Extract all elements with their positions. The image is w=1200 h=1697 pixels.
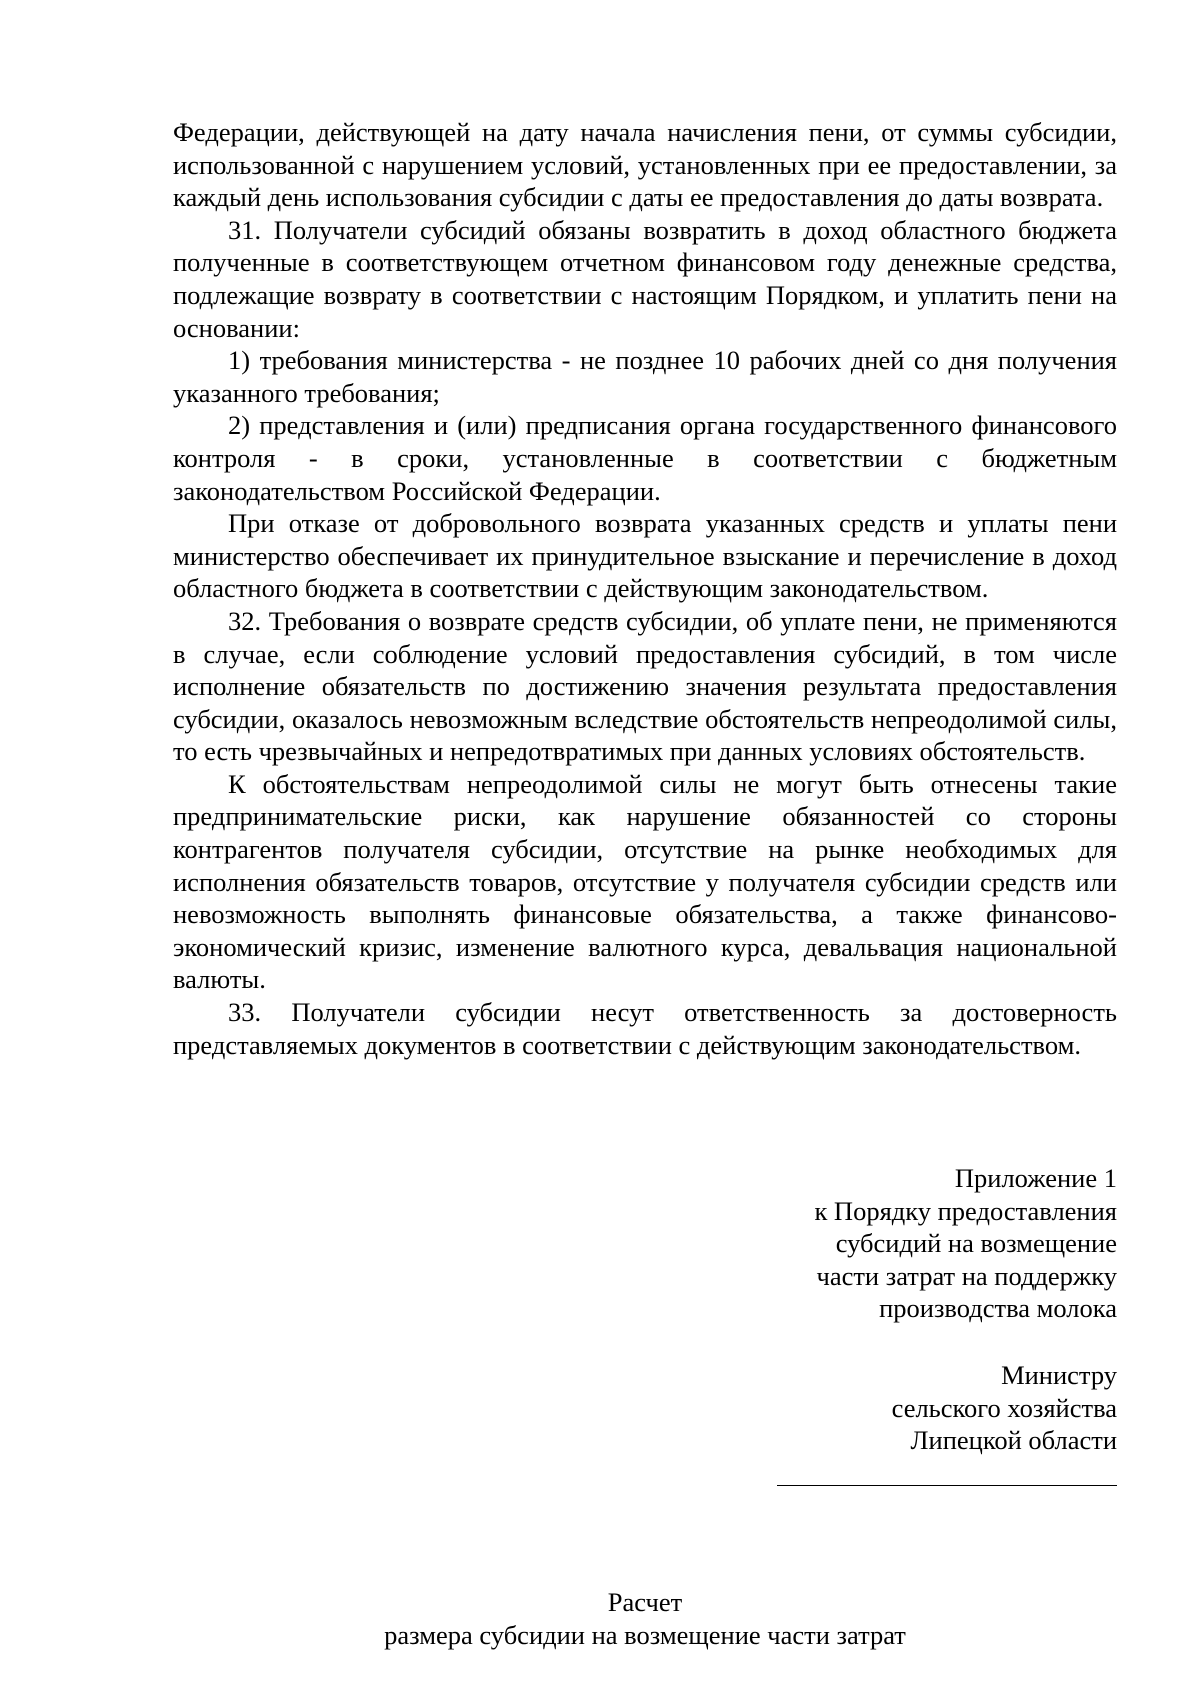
paragraph-force-majeure: К обстоятельствам непреодолимой силы не могут быть отнесены такие предпринимательские риски, как нарушение обязанностей со стороны контрагентов получателя субсидии, отсутствие на рынке необходимых для исполнения обязательств товаров, отсутствие у получателя субсидии средств или невозможность выполнять финансовые обязательства, а также финансово-экономический кризис, изменение валютного курса, девальвация национальной валюты. bbox=[173, 768, 1117, 995]
appendix-line: производства молока bbox=[879, 1293, 1117, 1324]
paragraph-subitem-2: 2) представления и (или) предписания органа государственного финансового контроля - в сроки, установленные в соответствии с бюджетным законодательством Российской Федерации. bbox=[173, 410, 1117, 506]
calculation-title bbox=[173, 1586, 1117, 1651]
appendix-line: субсидий на возмещение bbox=[835, 1228, 1117, 1259]
appendix-header bbox=[637, 1162, 1117, 1325]
addressee-line: сельского хозяйства bbox=[891, 1392, 1117, 1423]
paragraph-refusal: При отказе от добровольного возврата указанных средств и уплаты пени министерство обеспечивает их принудительное взыскание и перечисление в доход областного бюджета в соответствии с действующим законодательством. bbox=[173, 508, 1117, 604]
appendix-line: Приложение 1 bbox=[954, 1163, 1117, 1193]
paragraph-continuation: Федерации, действующей на дату начала начисления пени, от суммы субсидии, использованной с нарушением условий, установленных при ее предоставлении, за каждый день использования субсидии с даты ее предоставления до даты возврата. bbox=[173, 117, 1117, 213]
sender-blank-line bbox=[777, 1485, 1117, 1486]
title-subheading: размера субсидии на возмещение части затрат bbox=[384, 1619, 906, 1650]
appendix-line: к Порядку предоставления bbox=[814, 1195, 1117, 1226]
paragraph-item-32: 32. Требования о возврате средств субсидии, об уплате пени, не применяются в случае, если соблюдение условий предоставления субсидий, в том числе исполнение обязательств по достижению значения результата предоставления субсидии, оказалось невозможным вследствие обстоятельств непреодолимой силы, то есть чрезвычайных и непредотвратимых при данных условиях обстоятельств. bbox=[173, 605, 1117, 767]
title-heading: Расчет bbox=[607, 1587, 683, 1617]
addressee-line: Министру bbox=[1001, 1360, 1117, 1390]
paragraph-subitem-1: 1) требования министерства - не позднее 10 рабочих дней со дня получения указанного требования; bbox=[173, 345, 1117, 408]
appendix-line: части затрат на поддержку bbox=[816, 1260, 1117, 1291]
addressee-line: Липецкой области bbox=[910, 1425, 1117, 1456]
paragraph-item-31: 31. Получатели субсидий обязаны возвратить в доход областного бюджета полученные в соответствующем отчетном финансовом году денежные средства, подлежащие возврату в соответствии с настоящим Порядком, и уплатить пени на основании: bbox=[173, 214, 1117, 343]
paragraph-item-33: 33. Получатели субсидии несут ответственность за достоверность представляемых документов в соответствии с действующим законодательством. bbox=[173, 997, 1117, 1060]
document-body bbox=[173, 116, 1117, 1061]
addressee-block bbox=[637, 1359, 1117, 1457]
